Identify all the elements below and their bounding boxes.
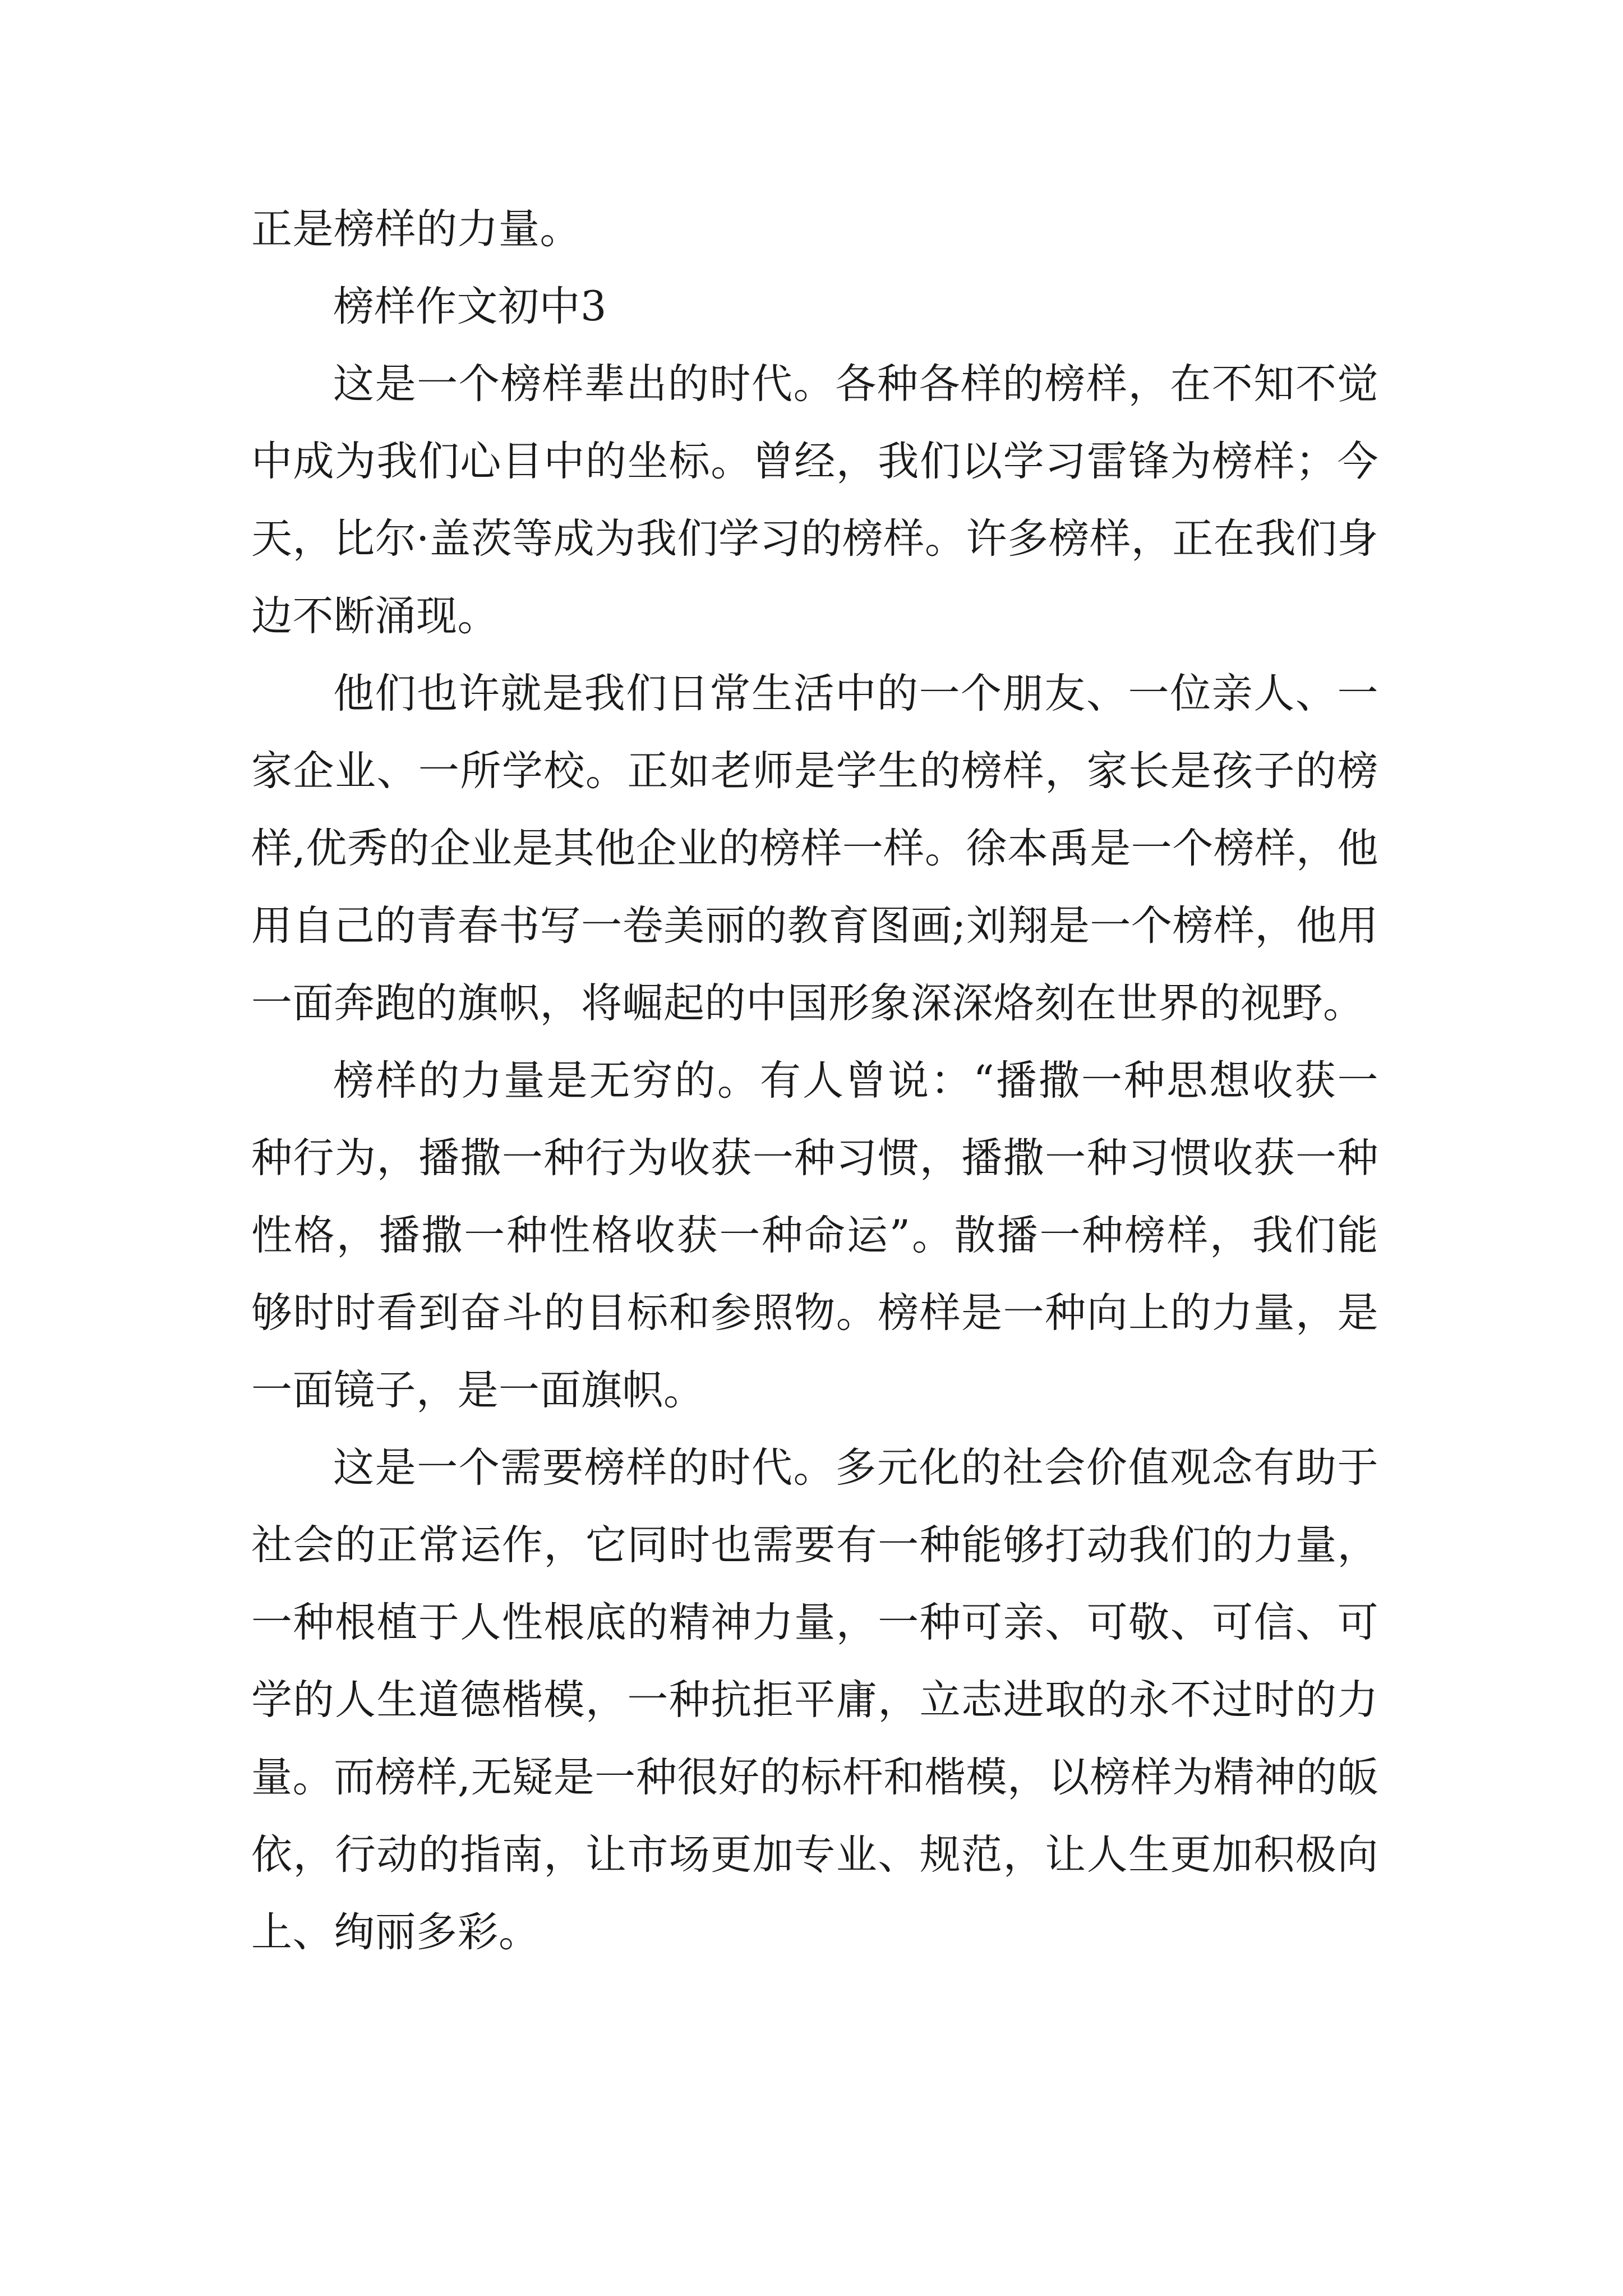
paragraph-4: 榜样的力量是无穷的。有人曾说：“播撒一种思想收获一种行为，播撒一种行为收获一种习惯，播撒一种习惯收获一种性格，播撒一种性格收获一种命运”。散播一种榜样，我们能够时时看到奋斗的目标和参照物。榜样是一种向上的力量，是一面镜子，是一面旗帜。	[251, 1057, 1378, 1414]
paragraph-3: 他们也许就是我们日常生活中的一个朋友、一位亲人、一家企业、一所学校。正如老师是学生的榜样，家长是孩子的榜样,优秀的企业是其他企业的榜样一样。徐本禹是一个榜样，他用自己的青春书写一卷美丽的教育图画;刘翔是一个榜样，他用一面奔跑的旗帜，将崛起的中国形象深深烙刻在世界的视野。	[251, 670, 1378, 1027]
paragraph-2: 这是一个榜样辈出的时代。各种各样的榜样，在不知不觉中成为我们心目中的坐标。曾经，我们以学习雷锋为榜样；今天，比尔·盖茨等成为我们学习的榜样。许多榜样，正在我们身边不断涌现。	[251, 360, 1378, 640]
paragraph-5: 这是一个需要榜样的时代。多元化的社会价值观念有助于社会的正常运作，它同时也需要有一种能够打动我们的力量，一种根植于人性根底的精神力量，一种可亲、可敬、可信、可学的人生道德楷模，一种抗拒平庸，立志进取的永不过时的力量。而榜样,无疑是一种很好的标杆和楷模，以榜样为精神的皈依，行动的指南，让市场更加专业、规范，让人生更加积极向上、绚丽多彩。	[251, 1444, 1378, 1956]
section-heading: 榜样作文初中3	[333, 283, 607, 330]
paragraph-1: 正是榜样的力量。	[251, 205, 581, 253]
document-body	[251, 191, 1378, 1971]
